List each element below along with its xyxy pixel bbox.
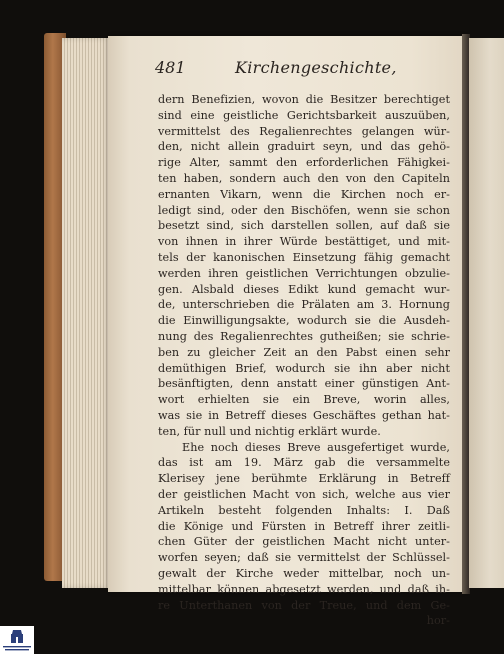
text-line: das ist am 19. März gab die versammelte xyxy=(158,456,450,470)
text-line: Klerisey jene berühmte Erklärung in Betreff xyxy=(158,472,450,486)
text-line: der geistlichen Macht von sich, welche aus vier xyxy=(158,487,450,501)
library-logo xyxy=(0,626,34,654)
text-line: von ihnen in ihrer Würde bestättiget, und mit- xyxy=(158,235,450,249)
text-line: worfen seyen; daß sie vermittelst der Schlüssel- xyxy=(158,551,450,565)
text-line: ernanten Vikarn, wenn die Kirchen noch er- xyxy=(158,187,450,201)
page-number: 481 xyxy=(155,58,186,77)
text-line: re Unterthanen von der Treue, und dem Ge- xyxy=(158,598,450,612)
text-line: den, nicht allein graduirt seyn, und das gehö- xyxy=(158,140,450,154)
page-stack-edges xyxy=(62,38,110,588)
text-line: sind eine geistliche Gerichtsbarkeit auszuüben, xyxy=(158,108,450,122)
text-line: mittelbar können abgesetzt werden, und daß ih- xyxy=(158,582,450,596)
text-line: wort erhielten sie ein Breve, worin alles, xyxy=(158,393,450,407)
text-line: gewalt der Kirche weder mittelbar, noch un- xyxy=(158,566,450,580)
text-line: ben zu gleicher Zeit an den Pabst einen sehr xyxy=(158,345,450,359)
text-line: ledigt sind, oder den Bischöfen, wenn sie schon xyxy=(158,203,450,217)
text-line: nung des Regalienrechtes gutheißen; sie schrie- xyxy=(158,329,450,343)
facing-page-edge xyxy=(469,38,504,588)
text-line: gen. Alsbald dieses Edikt kund gemacht wur- xyxy=(158,282,450,296)
text-line: demüthigen Brief, wodurch sie ihn aber nicht xyxy=(158,361,450,375)
text-line: ten, für null und nichtig erklärt wurde. xyxy=(158,424,381,438)
text-line: Ehe noch dieses Breve ausgefertiget wurde, xyxy=(182,440,450,454)
catchword: hor- xyxy=(426,614,450,628)
text-line: de, unterschrieben die Prälaten am 3. Hornung xyxy=(158,298,450,312)
text-line: die Könige und Fürsten in Betreff ihrer zeitli- xyxy=(158,519,450,533)
text-line: werden ihren geistlichen Verrichtungen obzulie- xyxy=(158,266,450,280)
body-text xyxy=(158,92,450,629)
text-line: vermittelst des Regalienrechtes gelangen wür- xyxy=(158,124,450,138)
franckesche-stiftungen-logo-icon xyxy=(0,626,34,654)
text-line: chen Güter der geistlichen Macht nicht unter- xyxy=(158,535,450,549)
text-line: die Einwilligungsakte, wodurch sie die Ausdeh- xyxy=(158,314,450,328)
text-line: Artikeln besteht folgenden Inhalts: I. Daß xyxy=(158,503,450,517)
text-line: rige Alter, sammt den erforderlichen Fähigkei- xyxy=(158,156,450,170)
page-header xyxy=(155,58,455,80)
text-line: besetzt sind, sich darstellen sollen, auf daß sie xyxy=(158,219,450,233)
text-line: tels der kanonischen Einsetzung fähig gemacht xyxy=(158,250,450,264)
text-line: was sie in Betreff dieses Geschäftes gethan hat- xyxy=(158,408,450,422)
text-line: ten haben, sondern auch den von den Capiteln xyxy=(158,171,450,185)
text-line: dern Benefizien, wovon die Besitzer berechtiget xyxy=(158,93,450,106)
text-line: besänftigten, denn anstatt einer günstigen Ant- xyxy=(158,377,450,391)
running-title: Kirchengeschichte, xyxy=(235,58,397,77)
